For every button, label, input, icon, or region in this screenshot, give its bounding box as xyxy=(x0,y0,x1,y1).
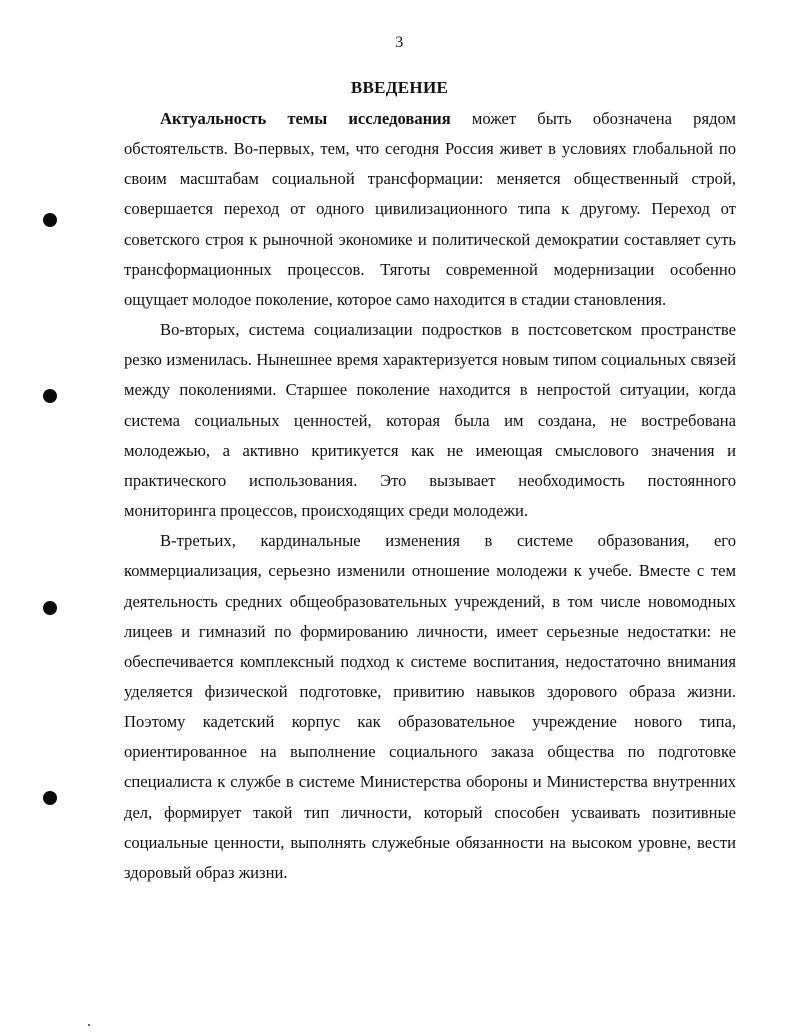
paragraph-text: В-третьих, кардинальные изменения в системе образования, его коммерциализация, серьезно изменили отношение молодежи к учебе. Вместе с тем деятельность средних общеобразовательных учреждений, в том числе новомодных лицеев и гимназий по формированию личности, имеет серьезные недостатки: не обеспечивается комплексный подход к системе воспитания, недостаточно внимания уделяется физической подготовке, привитию навыков здорового образа жизни. Поэтому кадетский корпус как образовательное учреждение нового типа, ориентированное на выполнение социального заказа общества по подготовке специалиста к службе в системе Министерства обороны и Министерства внутренних дел, формирует такой тип личности, который способен усваивать позитивные социальные ценности, выполнять служебные обязанности на высоком уровне, вести здоровый образ жизни. xyxy=(124,531,736,882)
paragraph-text: Во-вторых, система социализации подростков в постсоветском пространстве резко изменилась. Нынешнее время характеризуется новым типом социальных связей между поколениями. Старшее поколение находится в непростой ситуации, когда система социальных ценностей, которая была им создана, не востребована молодежью, а активно критикуется как не имеющая смыслового значения и практического использования. Это вызывает необходимость постоянного мониторинга процессов, происходящих среди молодежи. xyxy=(124,320,736,521)
paragraph-third xyxy=(124,526,736,888)
page-number: 3 xyxy=(395,34,404,51)
binder-hole-mark xyxy=(43,389,57,403)
page-title: ВВЕДЕНИЕ xyxy=(350,78,449,97)
paragraph-relevance xyxy=(124,104,736,315)
document-body xyxy=(124,104,736,888)
paragraph-text: может быть обозначена рядом обстоятельств. Во-первых, тем, что сегодня Россия живет в условиях глобальной по своим масштабам социальной трансформации: меняется общественный строй, совершается переход от одного цивилизационного типа к другому. Переход от советского строя к рыночной экономике и политической демократии составляет суть трансформационных процессов. Тяготы современной модернизации особенно ощущает молодое поколение, которое само находится в стадии становления. xyxy=(124,109,737,309)
paragraph-lead: Актуальность темы исследования xyxy=(160,109,451,128)
scan-speck xyxy=(88,1024,90,1026)
binder-hole-mark xyxy=(43,601,57,615)
binder-hole-mark xyxy=(43,213,57,227)
paragraph-second xyxy=(124,315,736,526)
binder-hole-mark xyxy=(43,791,57,805)
